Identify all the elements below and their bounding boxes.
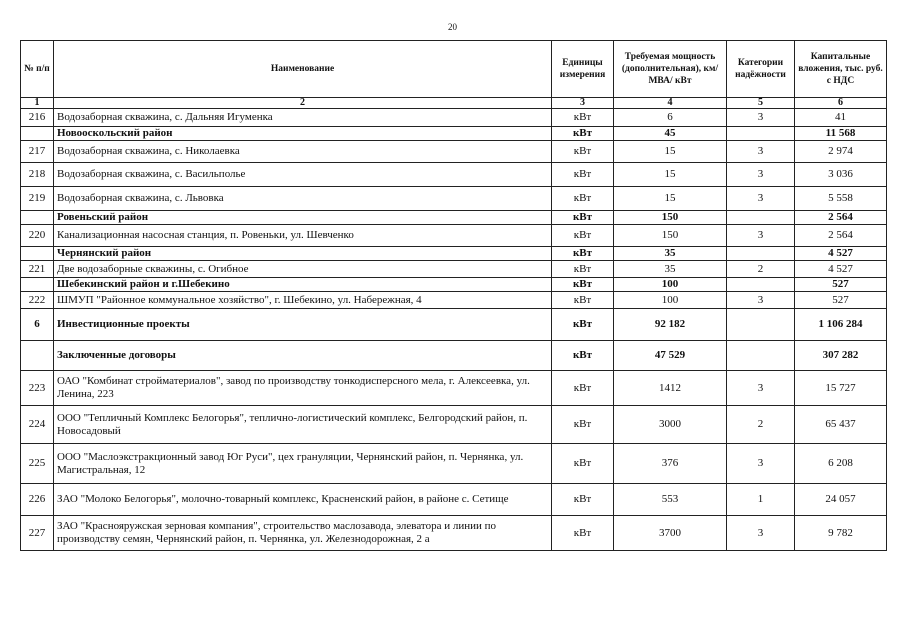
row-investment: 2 564 <box>795 225 887 247</box>
row-category: 3 <box>727 444 795 484</box>
table-row <box>21 261 887 278</box>
row-category: 3 <box>727 225 795 247</box>
row-number: 221 <box>21 261 54 278</box>
table-row <box>21 292 887 309</box>
row-power: 15 <box>614 141 727 163</box>
row-number: 225 <box>21 444 54 484</box>
row-unit: кВт <box>552 127 614 141</box>
row-category: 3 <box>727 163 795 187</box>
row-category <box>727 278 795 292</box>
col-number: 1 <box>21 98 54 109</box>
col-number: 2 <box>54 98 552 109</box>
row-number: 224 <box>21 406 54 444</box>
table-row <box>21 247 887 261</box>
row-category: 2 <box>727 406 795 444</box>
row-unit: кВт <box>552 225 614 247</box>
row-category: 3 <box>727 516 795 551</box>
row-power: 3000 <box>614 406 727 444</box>
table-row <box>21 225 887 247</box>
row-category: 3 <box>727 371 795 406</box>
row-number <box>21 247 54 261</box>
header-unit: Единицы измерения <box>552 41 614 98</box>
table-row <box>21 371 887 406</box>
row-unit: кВт <box>552 292 614 309</box>
row-unit: кВт <box>552 309 614 341</box>
row-name: Ровеньский район <box>54 211 552 225</box>
row-number: 220 <box>21 225 54 247</box>
row-unit: кВт <box>552 163 614 187</box>
row-number: 6 <box>21 309 54 341</box>
row-name: Водозаборная скважина, с. Дальняя Игуменка <box>54 109 552 127</box>
row-investment: 2 564 <box>795 211 887 225</box>
row-number <box>21 341 54 371</box>
row-investment: 5 558 <box>795 187 887 211</box>
row-power: 45 <box>614 127 727 141</box>
row-power: 92 182 <box>614 309 727 341</box>
row-power: 15 <box>614 163 727 187</box>
table-row <box>21 109 887 127</box>
row-investment: 527 <box>795 292 887 309</box>
row-power: 35 <box>614 247 727 261</box>
row-category: 3 <box>727 109 795 127</box>
row-name: Новооскольский район <box>54 127 552 141</box>
table-row <box>21 141 887 163</box>
row-name: Заключенные договоры <box>54 341 552 371</box>
row-number: 222 <box>21 292 54 309</box>
row-number <box>21 278 54 292</box>
row-name: ООО "Тепличный Комплекс Белогорья", теплично-логистический комплекс, Белгородский район, п. Новосадовый <box>54 406 552 444</box>
col-number: 3 <box>552 98 614 109</box>
row-power: 1412 <box>614 371 727 406</box>
row-name: ЗАО "Молоко Белогорья", молочно-товарный комплекс, Красненский район, в районе с. Сетище <box>54 484 552 516</box>
row-unit: кВт <box>552 278 614 292</box>
row-power: 150 <box>614 211 727 225</box>
row-number: 226 <box>21 484 54 516</box>
row-name: Шебекинский район и г.Шебекино <box>54 278 552 292</box>
row-number <box>21 211 54 225</box>
row-name: ООО "Маслоэкстракционный завод Юг Руси", цех грануляции, Чернянский район, п. Чернянка, ул. Магистральная, 12 <box>54 444 552 484</box>
row-category <box>727 309 795 341</box>
row-investment: 65 437 <box>795 406 887 444</box>
row-power: 47 529 <box>614 341 727 371</box>
row-power: 553 <box>614 484 727 516</box>
row-name: Водозаборная скважина, с. Васильполье <box>54 163 552 187</box>
row-name: Инвестиционные проекты <box>54 309 552 341</box>
header-category: Категории надёжности <box>727 41 795 98</box>
col-number: 4 <box>614 98 727 109</box>
table-row <box>21 187 887 211</box>
row-power: 15 <box>614 187 727 211</box>
row-number <box>21 127 54 141</box>
row-investment: 307 282 <box>795 341 887 371</box>
table-row <box>21 484 887 516</box>
row-category <box>727 211 795 225</box>
row-investment: 4 527 <box>795 261 887 278</box>
row-unit: кВт <box>552 211 614 225</box>
row-power: 376 <box>614 444 727 484</box>
table-row <box>21 163 887 187</box>
table-row <box>21 406 887 444</box>
row-number: 216 <box>21 109 54 127</box>
col-number: 5 <box>727 98 795 109</box>
row-category <box>727 127 795 141</box>
row-name: ШМУП "Районное коммунальное хозяйство", г. Шебекино, ул. Набережная, 4 <box>54 292 552 309</box>
row-category: 1 <box>727 484 795 516</box>
row-unit: кВт <box>552 516 614 551</box>
row-unit: кВт <box>552 341 614 371</box>
header-power: Требуемая мощность (дополнительная), км/ МВА/ кВт <box>614 41 727 98</box>
row-power: 35 <box>614 261 727 278</box>
row-number: 218 <box>21 163 54 187</box>
row-investment: 1 106 284 <box>795 309 887 341</box>
row-unit: кВт <box>552 406 614 444</box>
row-name: Две водозаборные скважины, с. Огибное <box>54 261 552 278</box>
row-power: 150 <box>614 225 727 247</box>
row-category: 3 <box>727 292 795 309</box>
row-unit: кВт <box>552 261 614 278</box>
row-name: ОАО "Комбинат стройматериалов", завод по производству тонкодисперсного мела, г. Алексеевка, ул. Ленина, 223 <box>54 371 552 406</box>
table-row <box>21 211 887 225</box>
row-number: 223 <box>21 371 54 406</box>
row-name: ЗАО "Краснояружская зерновая компания", строительство маслозавода, элеватора и линии по производству семян, Чернянский район, п. Чернянка, ул. Железнодорожная, 2 а <box>54 516 552 551</box>
row-name: Водозаборная скважина, с. Львовка <box>54 187 552 211</box>
header-row <box>21 41 887 98</box>
row-power: 6 <box>614 109 727 127</box>
row-unit: кВт <box>552 371 614 406</box>
row-name: Водозаборная скважина, с. Николаевка <box>54 141 552 163</box>
row-number: 219 <box>21 187 54 211</box>
row-unit: кВт <box>552 109 614 127</box>
row-number: 217 <box>21 141 54 163</box>
row-investment: 11 568 <box>795 127 887 141</box>
row-unit: кВт <box>552 187 614 211</box>
row-investment: 15 727 <box>795 371 887 406</box>
table-row <box>21 278 887 292</box>
row-unit: кВт <box>552 484 614 516</box>
table-row <box>21 309 887 341</box>
table-row <box>21 516 887 551</box>
header-name: Наименование <box>54 41 552 98</box>
row-unit: кВт <box>552 141 614 163</box>
row-category: 3 <box>727 187 795 211</box>
table-row <box>21 444 887 484</box>
row-investment: 6 208 <box>795 444 887 484</box>
table-row <box>21 127 887 141</box>
row-category <box>727 341 795 371</box>
row-power: 100 <box>614 292 727 309</box>
col-number: 6 <box>795 98 887 109</box>
row-unit: кВт <box>552 247 614 261</box>
page-number: 20 <box>448 22 457 32</box>
row-category: 3 <box>727 141 795 163</box>
row-power: 100 <box>614 278 727 292</box>
row-investment: 4 527 <box>795 247 887 261</box>
row-investment: 41 <box>795 109 887 127</box>
row-category: 2 <box>727 261 795 278</box>
row-power: 3700 <box>614 516 727 551</box>
row-name: Чернянский район <box>54 247 552 261</box>
row-name: Канализационная насосная станция, п. Ровеньки, ул. Шевченко <box>54 225 552 247</box>
row-unit: кВт <box>552 444 614 484</box>
row-investment: 9 782 <box>795 516 887 551</box>
row-investment: 2 974 <box>795 141 887 163</box>
capital-investments-table <box>20 40 887 551</box>
table-row <box>21 341 887 371</box>
row-investment: 3 036 <box>795 163 887 187</box>
column-number-row <box>21 98 887 109</box>
row-investment: 24 057 <box>795 484 887 516</box>
row-number: 227 <box>21 516 54 551</box>
header-num: № п/п <box>21 41 54 98</box>
row-category <box>727 247 795 261</box>
row-investment: 527 <box>795 278 887 292</box>
header-invest: Капитальные вложения, тыс. руб. с НДС <box>795 41 887 98</box>
